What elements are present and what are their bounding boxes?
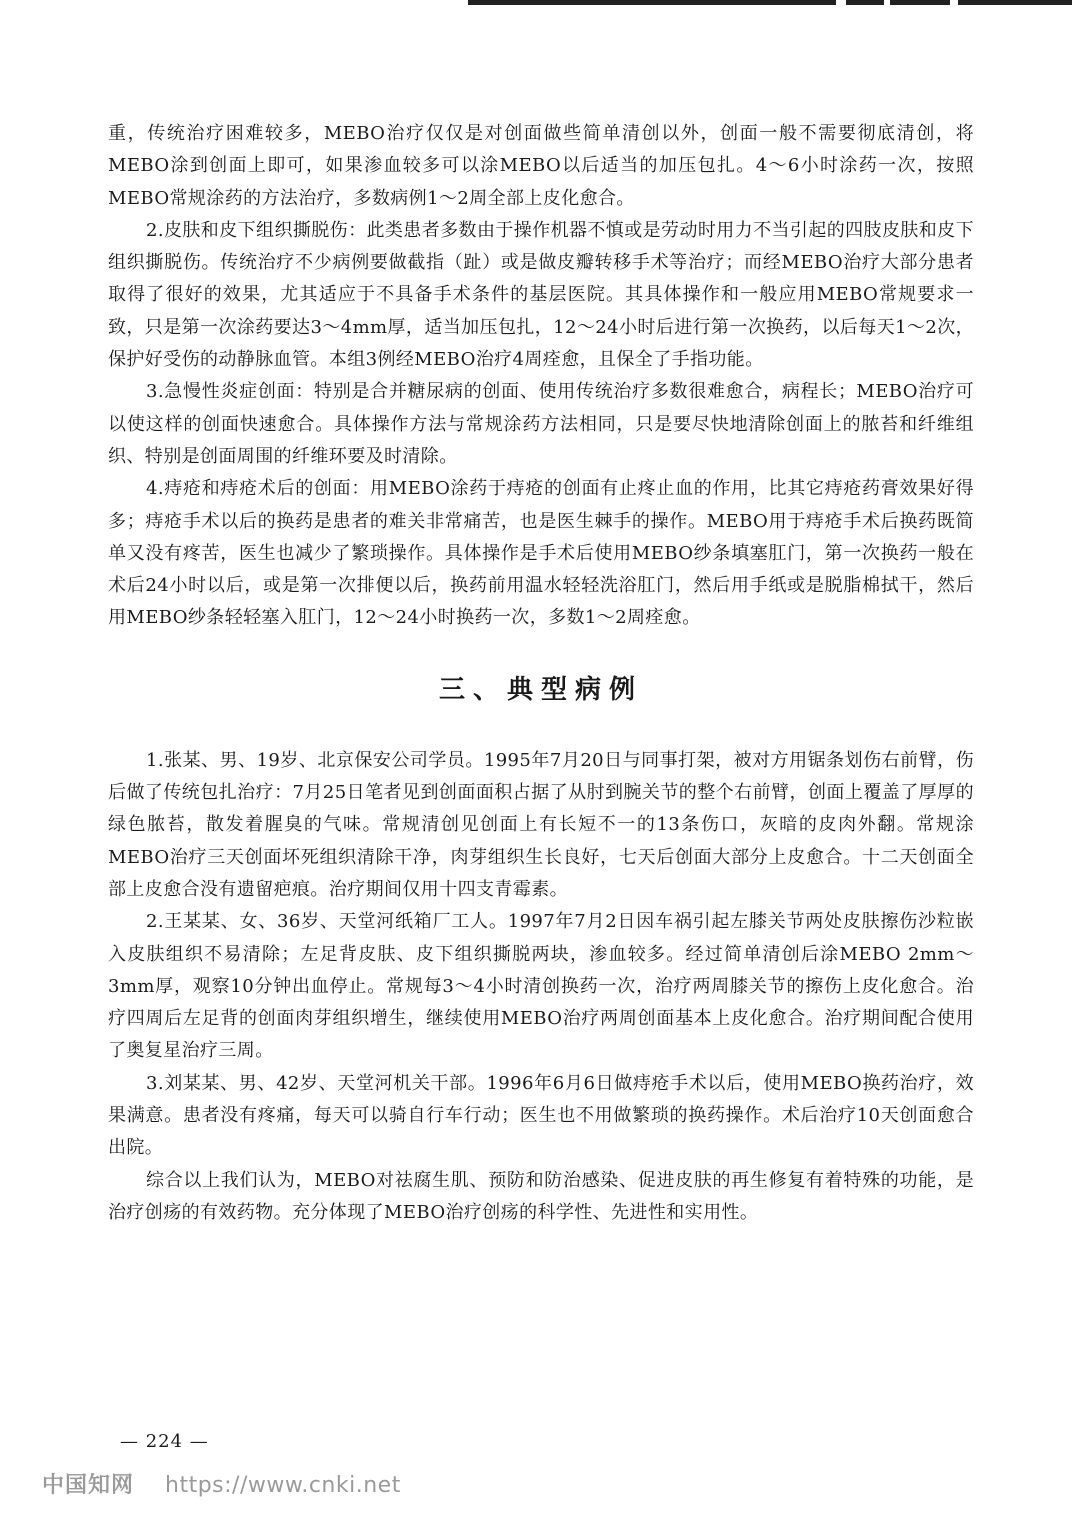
watermark-url: https://www.cnki.net bbox=[165, 1473, 401, 1498]
case-paragraph: 2.王某某、女、36岁、天堂河纸箱厂工人。1997年7月2日因车祸引起左膝关节两处皮肤擦伤沙粒嵌入皮肤组织不易清除；左足背皮肤、皮下组织撕脱两块，渗血较多。经过简单清创后涂MEBO 2mm～3mm厚，观察10分钟出血停止。常规每3～4小时清创换药一次，治疗两周膝关节的擦伤上皮化愈合。治疗四周后左足背的创面肉芽组织增生，继续使用MEBO治疗两周创面基本上皮化愈合。治疗期间配合使用了奥复星治疗三周。 bbox=[108, 911, 974, 1062]
watermark-brand: 中国知网 bbox=[42, 1473, 135, 1498]
page-body bbox=[108, 118, 974, 1229]
conclusion-paragraph: 综合以上我们认为，MEBO对祛腐生肌、预防和防治感染、促进皮肤的再生修复有着特殊的功能，是治疗创疡的有效药物。充分体现了MEBO治疗创疡的科学性、先进性和实用性。 bbox=[108, 1169, 974, 1223]
page-number: — 224 — bbox=[120, 1431, 209, 1452]
body-paragraph: 3.急慢性炎症创面：特别是合并糖尿病的创面、使用传统治疗多数很难愈合，病程长；MEBO治疗可以使这样的创面快速愈合。具体操作方法与常规涂药方法相同，只是要尽快地清除创面上的脓苔和纤维组织、特别是创面周围的纤维环要及时清除。 bbox=[108, 381, 974, 467]
body-paragraph: 4.痔疮和痔疮术后的创面：用MEBO涂药于痔疮的创面有止疼止血的作用，比其它痔疮药膏效果好得多；痔疮手术以后的换药是患者的难关非常痛苦，也是医生棘手的操作。MEBO用于痔疮手术后换药既简单又没有疼苦，医生也减少了繁琐操作。具体操作是手术后使用MEBO纱条填塞肛门，第一次换药一般在术后24小时以后，或是第一次排便以后，换药前用温水轻轻洗浴肛门，然后用手纸或是脱脂棉拭干，然后用MEBO纱条轻轻塞入肛门，12～24小时换药一次，多数1～2周痊愈。 bbox=[108, 478, 974, 629]
section-heading: 三、典型病例 bbox=[438, 674, 643, 705]
case-paragraph: 3.刘某某、男、42岁、天堂河机关干部。1996年6月6日做痔疮手术以后，使用MEBO换药治疗，效果满意。患者没有疼痛，每天可以骑自行车行动；医生也不用做繁琐的换药操作。术后治疗10天创面愈合出院。 bbox=[108, 1072, 974, 1159]
body-paragraph: 2.皮肤和皮下组织撕脱伤：此类患者多数由于操作机器不慎或是劳动时用力不当引起的四肢皮肤和皮下组织撕脱伤。传统治疗不少病例要做截指（趾）或是做皮瓣转移手术等治疗；而经MEBO治疗大部分患者取得了很好的效果，尤其适应于不具备手术条件的基层医院。其具体操作和一般应用MEBO常规要求一致，只是第一次涂药要达3～4mm厚，适当加压包扎，12～24小时后进行第一次换药，以后每天1～2次，保护好受伤的动静脉血管。本组3例经MEBO治疗4周痊愈，且保全了手指功能。 bbox=[108, 219, 974, 371]
watermark bbox=[42, 1468, 401, 1499]
header-rule-gap bbox=[950, 0, 958, 5]
header-rule-gap bbox=[884, 0, 890, 5]
header-rule-gap bbox=[836, 0, 846, 5]
body-paragraph: 重，传统治疗困难较多，MEBO治疗仅仅是对创面做些简单清创以外，创面一般不需要彻底清创，将MEBO涂到创面上即可，如果渗血较多可以涂MEBO以后适当的加压包扎。4～6小时涂药一次，按照MEBO常规涂药的方法治疗，多数病例1～2周全部上皮化愈合。 bbox=[108, 123, 974, 209]
header-rule bbox=[468, 0, 1072, 5]
case-paragraph: 1.张某、男、19岁、北京保安公司学员。1995年7月20日与同事打架，被对方用锯条划伤右前臂，伤后做了传统包扎治疗：7月25日笔者见到创面面积占据了从肘到腕关节的整个右前臂，创面上覆盖了厚厚的绿色脓苔，散发着腥臭的气味。常规清创见创面上有长短不一的13条伤口，灰暗的皮肉外翻。常规涂MEBO治疗三天创面坏死组织清除干净，肉芽组织生长良好，七天后创面大部分上皮愈合。十二天创面全部上皮愈合没有遗留疤痕。治疗期间仅用十四支青霉素。 bbox=[108, 749, 974, 900]
